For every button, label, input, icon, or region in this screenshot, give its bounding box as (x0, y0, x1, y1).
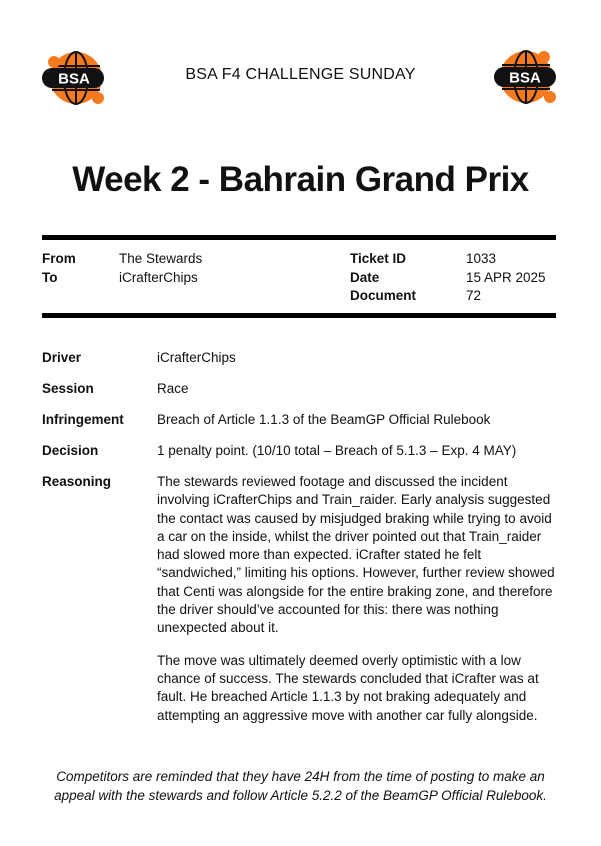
reasoning-text (157, 473, 556, 739)
logo-text: BSA (509, 69, 541, 87)
to-value: iCrafterChips (119, 269, 198, 285)
infringement-label: Infringement (42, 412, 124, 427)
page-title: Week 2 - Bahrain Grand Prix (72, 160, 529, 199)
ticket-id-value: 1033 (466, 251, 497, 266)
logo-text: BSA (58, 70, 90, 88)
document-label: Document (350, 288, 417, 303)
from-label: From (42, 251, 76, 266)
reasoning-paragraph: The move was ultimately deemed overly optimistic with a low chance of success. The stewards concluded that iCrafter was at fault. He breached Article 1.1.3 by not braking adequately and attempting an aggressive move with another car fully alongside. (157, 652, 539, 723)
driver-label: Driver (42, 350, 82, 365)
bottom-divider (42, 313, 556, 318)
decision-label: Decision (42, 443, 99, 458)
session-value: Race (157, 381, 189, 396)
date-label: Date (350, 269, 380, 285)
from-value: The Stewards (119, 251, 203, 266)
meta-right-labels (350, 250, 416, 306)
date-value: 15 APR 2025 (466, 269, 546, 285)
reasoning-paragraph: The stewards reviewed footage and discussed the incident involving iCrafterChips and Train_raider. Early analysis suggested the contact was caused by misjudged braking while trying to avoid a car on the inside, whilst the driver pointed out that Train_raider had slowed more than expected. iCrafter stated he felt “sandwiched,” limiting his options. However, further review showed that Centi was alongside for the entire braking zone, and therefore the driver should’ve accounted for this: there was nothing unexpected about it. (157, 474, 555, 636)
reasoning-label: Reasoning (42, 474, 112, 489)
to-label: To (42, 269, 58, 285)
meta-left-values (119, 250, 202, 287)
decision-value: 1 penalty point. (10/10 total – Breach of 5.1.3 – Exp. 4 MAY) (157, 443, 517, 458)
header-title: BSA F4 CHALLENGE SUNDAY (185, 66, 416, 83)
session-label: Session (42, 381, 94, 396)
appeal-notice: Competitors are reminded that they have 24H from the time of posting to make an appeal with the stewards and follow Article 5.2.2 of the BeamGP Official Rulebook. (54, 769, 547, 803)
meta-right-values (466, 250, 546, 306)
ticket-id-label: Ticket ID (350, 251, 407, 266)
infringement-value: Breach of Article 1.1.3 of the BeamGP Official Rulebook (157, 412, 491, 427)
top-divider (42, 235, 556, 240)
document-value: 72 (466, 288, 482, 303)
driver-value: iCrafterChips (157, 350, 236, 365)
meta-left-labels (42, 250, 76, 287)
